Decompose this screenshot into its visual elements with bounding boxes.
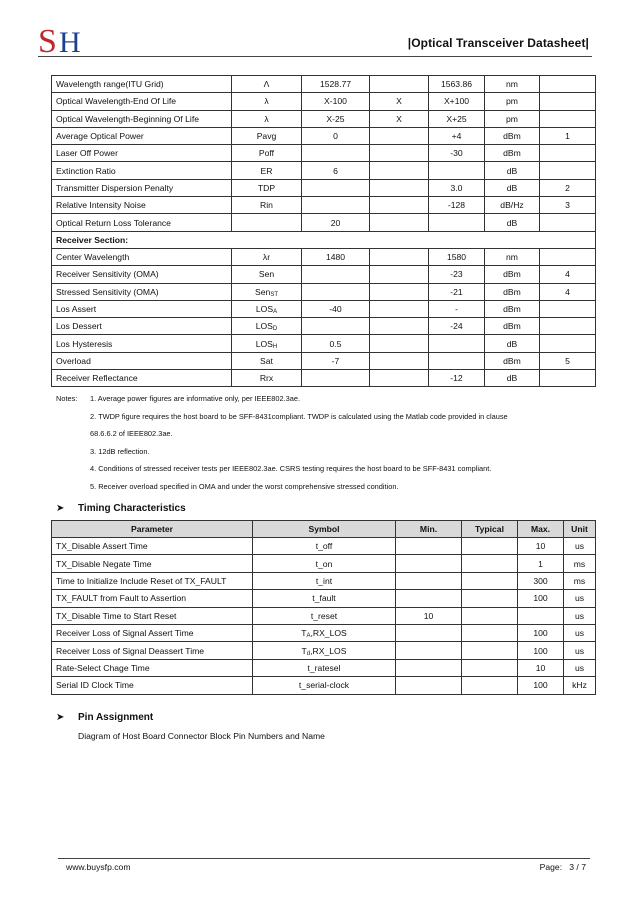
note-3: 3. 12dB reflection. xyxy=(90,446,150,456)
table-row xyxy=(52,370,596,387)
parameter-cell: Rate-Select Chage Time xyxy=(52,659,253,676)
unit-cell: us xyxy=(564,624,596,641)
timing-table xyxy=(51,520,596,695)
symbol-cell xyxy=(232,127,302,144)
parameter-cell: Average Optical Power xyxy=(52,127,232,144)
table-row xyxy=(52,300,596,317)
max-cell: 1563.86 xyxy=(429,76,485,93)
symbol-text: T xyxy=(301,628,307,639)
symbol-cell xyxy=(232,162,302,179)
max-cell: - xyxy=(429,300,485,317)
symbol-cell xyxy=(232,318,302,335)
note-cell xyxy=(540,93,596,110)
parameter-cell: TX_Disable Assert Time xyxy=(52,538,253,555)
min-cell xyxy=(396,590,462,607)
parameter-cell: Receiver Loss of Signal Assert Time xyxy=(52,624,253,641)
typ-cell xyxy=(370,370,429,387)
note-cell xyxy=(540,318,596,335)
min-cell xyxy=(302,283,370,300)
min-cell xyxy=(396,538,462,555)
symbol-cell xyxy=(232,179,302,196)
min-cell: -40 xyxy=(302,300,370,317)
note-cell: 4 xyxy=(540,266,596,283)
note-cell xyxy=(540,300,596,317)
typ-cell xyxy=(462,590,518,607)
symbol-text: LOS xyxy=(255,321,273,332)
typ-cell xyxy=(462,642,518,659)
symbol-text: Rin xyxy=(260,200,273,211)
max-cell: 10 xyxy=(518,538,564,555)
table-row xyxy=(52,179,596,196)
max-cell: -21 xyxy=(429,283,485,300)
min-cell xyxy=(302,266,370,283)
symbol-cell xyxy=(253,624,396,641)
symbol-text: T xyxy=(301,645,307,656)
timing-title: Timing Characteristics xyxy=(78,503,186,514)
table-row xyxy=(52,642,596,659)
table-row xyxy=(52,352,596,369)
max-cell: 10 xyxy=(518,659,564,676)
symbol-text: Sen xyxy=(258,269,275,280)
logo-letter-h: H xyxy=(59,26,81,56)
note-4: 4. Conditions of stressed receiver tests per IEEE802.3ae. CSRS testing requires the host board to be SFF-8431 compliant. xyxy=(90,464,492,474)
table-row xyxy=(52,555,596,572)
symbol-cell xyxy=(253,590,396,607)
parameter-cell: Los Hysteresis xyxy=(52,335,232,352)
page-value: 3 / 7 xyxy=(569,862,586,872)
unit-cell: dB xyxy=(485,335,540,352)
timing-header-row xyxy=(52,521,596,538)
max-cell: 100 xyxy=(518,624,564,641)
table-row xyxy=(52,335,596,352)
parameter-cell: Stressed Sensitivity (OMA) xyxy=(52,283,232,300)
note-cell: 1 xyxy=(540,127,596,144)
typ-cell xyxy=(462,572,518,589)
unit-cell: dB xyxy=(485,370,540,387)
symbol-text: t_reset xyxy=(310,610,338,621)
column-header: Max. xyxy=(518,521,564,538)
parameter-cell: Serial ID Clock Time xyxy=(52,677,253,694)
typ-cell: X xyxy=(370,110,429,127)
max-cell xyxy=(429,335,485,352)
parameter-cell: Transmitter Dispersion Penalty xyxy=(52,179,232,196)
table-row xyxy=(52,659,596,676)
symbol-text: Λ xyxy=(263,79,270,90)
symbol-cell xyxy=(253,677,396,694)
unit-cell: dB xyxy=(485,179,540,196)
symbol-cell xyxy=(253,642,396,659)
table-row xyxy=(52,93,596,110)
max-cell: X+100 xyxy=(429,93,485,110)
symbol-cell xyxy=(253,555,396,572)
max-cell: -30 xyxy=(429,145,485,162)
parameter-cell: Extinction Ratio xyxy=(52,162,232,179)
table-row xyxy=(52,127,596,144)
parameter-cell: Center Wavelength xyxy=(52,248,232,265)
column-header: Unit xyxy=(564,521,596,538)
unit-cell: dBm xyxy=(485,283,540,300)
symbol-text: Pavg xyxy=(256,131,277,142)
logo-letter-s: S xyxy=(38,23,57,56)
min-cell xyxy=(302,197,370,214)
symbol-text: LOS xyxy=(255,338,273,349)
symbol-text: λ xyxy=(264,113,269,124)
table-row xyxy=(52,110,596,127)
parameter-cell: Laser Off Power xyxy=(52,145,232,162)
table-row xyxy=(52,538,596,555)
typ-cell xyxy=(370,266,429,283)
note-cell: 3 xyxy=(540,197,596,214)
symbol-text: t_off xyxy=(315,541,333,552)
symbol-text: t_serial-clock xyxy=(298,680,350,691)
unit-cell: dBm xyxy=(485,127,540,144)
symbol-text: t_on xyxy=(315,558,333,569)
symbol-cell xyxy=(253,538,396,555)
typ-cell xyxy=(462,677,518,694)
parameter-cell: Overload xyxy=(52,352,232,369)
table-row xyxy=(52,590,596,607)
optical-spec-table xyxy=(51,75,596,387)
min-cell xyxy=(396,659,462,676)
typ-cell xyxy=(370,352,429,369)
symbol-text: t_ratesel xyxy=(307,662,341,673)
min-cell xyxy=(396,555,462,572)
max-cell: 100 xyxy=(518,642,564,659)
note-2-cont: 68.6.6.2 of IEEE802.3ae. xyxy=(90,429,173,439)
symbol-text: Sen xyxy=(255,286,271,297)
page-label: Page: xyxy=(539,862,563,872)
unit-cell: dB xyxy=(485,162,540,179)
symbol-cell xyxy=(232,93,302,110)
table-row xyxy=(52,318,596,335)
min-cell: 0 xyxy=(302,127,370,144)
symbol-subscript: A xyxy=(273,309,278,315)
note-2: 2. TWDP figure requires the host board to be SFF-8431compliant. TWDP is calculated using the Matlab code provided in clause xyxy=(90,411,508,421)
parameter-cell: Optical Return Loss Tolerance xyxy=(52,214,232,231)
parameter-cell: TX_Disable Negate Time xyxy=(52,555,253,572)
symbol-cell xyxy=(253,659,396,676)
table-row xyxy=(52,266,596,283)
symbol-cell xyxy=(232,352,302,369)
min-cell: X-100 xyxy=(302,93,370,110)
max-cell: 1580 xyxy=(429,248,485,265)
table-row xyxy=(52,145,596,162)
min-cell xyxy=(396,677,462,694)
min-cell: X-25 xyxy=(302,110,370,127)
table-row xyxy=(52,572,596,589)
symbol-cell xyxy=(232,76,302,93)
min-cell xyxy=(302,370,370,387)
column-header: Symbol xyxy=(253,521,396,538)
typ-cell xyxy=(462,659,518,676)
unit-cell: us xyxy=(564,659,596,676)
parameter-cell: Wavelength range(ITU Grid) xyxy=(52,76,232,93)
table-row xyxy=(52,624,596,641)
notes-label: Notes: xyxy=(56,394,78,403)
document-title: |Optical Transceiver Datasheet| xyxy=(407,36,589,50)
table-row xyxy=(52,214,596,231)
symbol-cell xyxy=(232,214,302,231)
max-cell: 100 xyxy=(518,677,564,694)
unit-cell: dB xyxy=(485,214,540,231)
footer-divider xyxy=(58,858,590,859)
max-cell xyxy=(429,352,485,369)
min-cell: 10 xyxy=(396,607,462,624)
typ-cell xyxy=(370,214,429,231)
arrow-bullet-icon: ➤ xyxy=(56,503,65,514)
section-title: Receiver Section: xyxy=(52,231,596,248)
table-row xyxy=(52,248,596,265)
note-cell xyxy=(540,145,596,162)
timing-heading xyxy=(56,503,186,514)
typ-cell xyxy=(370,335,429,352)
unit-cell: nm xyxy=(485,248,540,265)
unit-cell: pm xyxy=(485,110,540,127)
min-cell xyxy=(396,624,462,641)
unit-cell: dBm xyxy=(485,300,540,317)
min-cell: 1528.77 xyxy=(302,76,370,93)
max-cell: -12 xyxy=(429,370,485,387)
unit-cell: dBm xyxy=(485,318,540,335)
typ-cell xyxy=(462,555,518,572)
header-divider xyxy=(38,56,592,57)
max-cell: -24 xyxy=(429,318,485,335)
unit-cell: pm xyxy=(485,93,540,110)
max-cell: 1 xyxy=(518,555,564,572)
symbol-cell xyxy=(232,300,302,317)
typ-cell xyxy=(370,76,429,93)
min-cell xyxy=(396,642,462,659)
symbol-text: λ xyxy=(264,96,269,107)
receiver-section-row xyxy=(52,231,596,248)
min-cell: 0.5 xyxy=(302,335,370,352)
symbol-cell xyxy=(253,607,396,624)
typ-cell xyxy=(462,624,518,641)
note-cell xyxy=(540,370,596,387)
max-cell xyxy=(518,607,564,624)
note-cell: 5 xyxy=(540,352,596,369)
unit-cell: dB/Hz xyxy=(485,197,540,214)
symbol-cell xyxy=(232,283,302,300)
column-header: Typical xyxy=(462,521,518,538)
parameter-cell: Optical Wavelength-End Of Life xyxy=(52,93,232,110)
symbol-cell xyxy=(232,197,302,214)
typ-cell xyxy=(370,248,429,265)
min-cell: -7 xyxy=(302,352,370,369)
note-cell xyxy=(540,162,596,179)
typ-cell xyxy=(462,607,518,624)
min-cell: 20 xyxy=(302,214,370,231)
parameter-cell: Los Assert xyxy=(52,300,232,317)
parameter-cell: TX_FAULT from Fault to Assertion xyxy=(52,590,253,607)
typ-cell xyxy=(370,318,429,335)
symbol-subscript: d xyxy=(306,650,311,657)
unit-cell: us xyxy=(564,642,596,659)
footer-url[interactable]: www.buysfp.com xyxy=(66,862,131,872)
note-cell xyxy=(540,214,596,231)
typ-cell xyxy=(370,127,429,144)
typ-cell xyxy=(370,283,429,300)
page-number xyxy=(540,862,586,872)
symbol-text: Poff xyxy=(258,148,275,159)
table-row xyxy=(52,76,596,93)
max-cell xyxy=(429,162,485,179)
unit-cell: us xyxy=(564,590,596,607)
symbol-subscript: D xyxy=(272,326,278,333)
pin-description: Diagram of Host Board Connector Block Pin Numbers and Name xyxy=(78,731,325,741)
min-cell: 1480 xyxy=(302,248,370,265)
table-row xyxy=(52,607,596,624)
typ-cell: X xyxy=(370,93,429,110)
parameter-cell: Receiver Loss of Signal Deassert Time xyxy=(52,642,253,659)
column-header: Parameter xyxy=(52,521,253,538)
parameter-cell: Los Dessert xyxy=(52,318,232,335)
symbol-subscript: ST xyxy=(270,291,278,298)
note-cell: 4 xyxy=(540,283,596,300)
symbol-text: Rrx xyxy=(259,373,274,384)
pin-title: Pin Assignment xyxy=(78,712,154,723)
note-1: 1. Average power figures are informative only, per IEEE802.3ae. xyxy=(90,394,301,403)
symbol-text: LOS xyxy=(255,304,274,314)
note-5: 5. Receiver overload specified in OMA and under the worst comprehensive stressed condition. xyxy=(90,481,399,491)
max-cell: -23 xyxy=(429,266,485,283)
parameter-cell: Optical Wavelength-Beginning Of Life xyxy=(52,110,232,127)
min-cell xyxy=(302,318,370,335)
symbol-text: t_fault xyxy=(312,593,336,604)
symbol-text: t_int xyxy=(315,575,333,586)
min-cell: 6 xyxy=(302,162,370,179)
table-row xyxy=(52,197,596,214)
symbol-cell xyxy=(253,572,396,589)
note-cell xyxy=(540,76,596,93)
max-cell: -128 xyxy=(429,197,485,214)
unit-cell: us xyxy=(564,538,596,555)
max-cell: 100 xyxy=(518,590,564,607)
unit-cell: dBm xyxy=(485,145,540,162)
typ-cell xyxy=(370,197,429,214)
parameter-cell: Time to Initialize Include Reset of TX_FAULT xyxy=(52,572,253,589)
unit-cell: ms xyxy=(564,572,596,589)
column-header: Min. xyxy=(396,521,462,538)
symbol-text: TDP xyxy=(257,182,276,193)
symbol-text: λr xyxy=(262,252,271,263)
unit-cell: us xyxy=(564,607,596,624)
parameter-cell: Relative Intensity Noise xyxy=(52,197,232,214)
min-cell xyxy=(396,572,462,589)
note-cell: 2 xyxy=(540,179,596,196)
symbol-subscript: H xyxy=(272,343,278,350)
note-cell xyxy=(540,110,596,127)
unit-cell: nm xyxy=(485,76,540,93)
max-cell: X+25 xyxy=(429,110,485,127)
symbol-subscript: A xyxy=(306,633,311,640)
symbol-cell xyxy=(232,248,302,265)
note-cell xyxy=(540,248,596,265)
arrow-bullet-icon: ➤ xyxy=(56,712,65,723)
typ-cell xyxy=(462,538,518,555)
unit-cell: ms xyxy=(564,555,596,572)
parameter-cell: Receiver Reflectance xyxy=(52,370,232,387)
max-cell xyxy=(429,214,485,231)
symbol-text: Sat xyxy=(260,355,273,366)
min-cell xyxy=(302,145,370,162)
parameter-cell: TX_Disable Time to Start Reset xyxy=(52,607,253,624)
symbol-cell xyxy=(232,110,302,127)
symbol-text: ER xyxy=(260,165,273,176)
symbol-cell xyxy=(232,266,302,283)
company-logo xyxy=(38,22,104,56)
typ-cell xyxy=(370,179,429,196)
symbol-suffix: ,RX_LOS xyxy=(310,628,347,639)
pin-heading xyxy=(56,712,153,723)
table-row xyxy=(52,283,596,300)
max-cell: 300 xyxy=(518,572,564,589)
table-row xyxy=(52,677,596,694)
symbol-suffix: ,RX_LOS xyxy=(310,645,347,656)
note-cell xyxy=(540,335,596,352)
spec-notes xyxy=(56,390,596,496)
symbol-cell xyxy=(232,370,302,387)
symbol-cell xyxy=(232,335,302,352)
table-row xyxy=(52,162,596,179)
max-cell: 3.0 xyxy=(429,179,485,196)
unit-cell: kHz xyxy=(564,677,596,694)
typ-cell xyxy=(370,300,429,317)
unit-cell: dBm xyxy=(485,266,540,283)
min-cell xyxy=(302,179,370,196)
parameter-cell: Receiver Sensitivity (OMA) xyxy=(52,266,232,283)
typ-cell xyxy=(370,145,429,162)
max-cell: +4 xyxy=(429,127,485,144)
symbol-cell xyxy=(232,145,302,162)
typ-cell xyxy=(370,162,429,179)
unit-cell: dBm xyxy=(485,352,540,369)
